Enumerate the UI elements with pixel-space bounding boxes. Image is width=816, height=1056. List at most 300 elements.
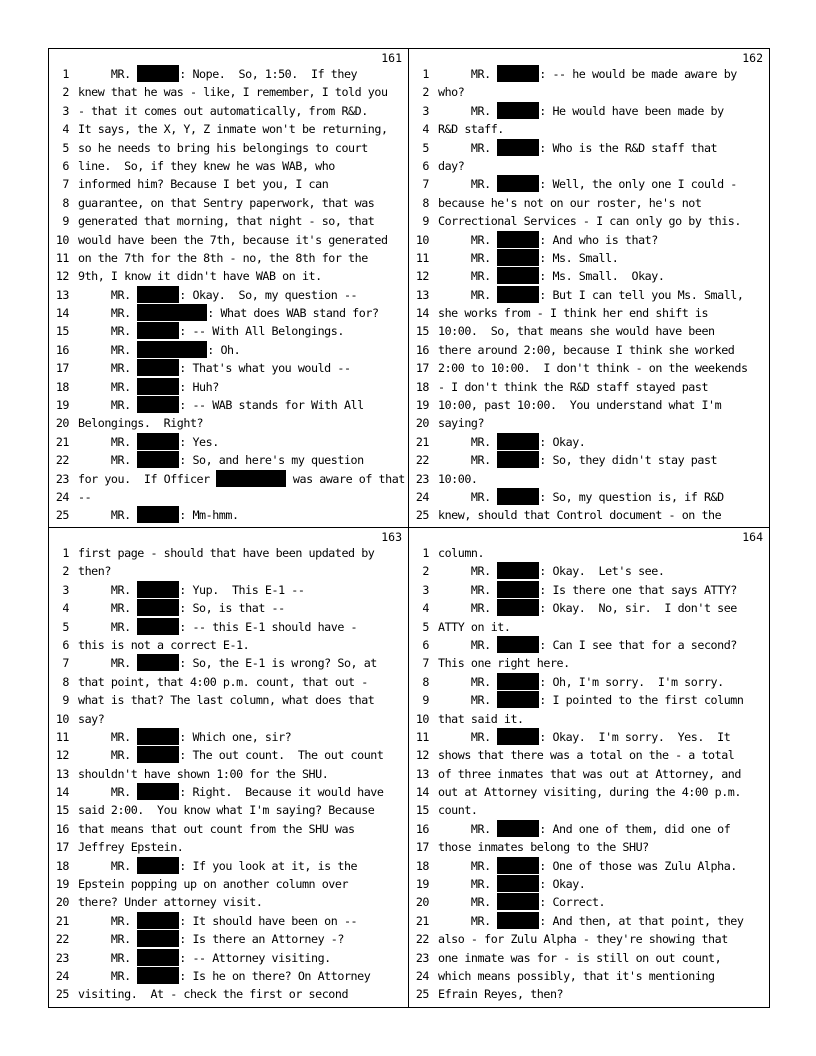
line-number: 18 (55, 858, 69, 873)
line-text: on the 7th for the 8th - no, the 8th for the (78, 250, 368, 265)
transcript-line (409, 83, 769, 101)
transcript-line (49, 544, 408, 562)
line-number: 21 (55, 434, 69, 449)
line-number: 7 (62, 177, 69, 192)
transcript-line (409, 175, 769, 193)
line-text: : So, is that -- (179, 601, 285, 616)
transcript-line (409, 673, 769, 691)
line-text: MR. (78, 379, 138, 394)
line-number: 5 (422, 140, 429, 155)
line-text: informed him? Because I bet you, I can (78, 177, 329, 192)
transcript-lines (49, 65, 408, 525)
transcript-line (49, 820, 408, 838)
line-text: of three inmates that was out at Attorney, and (438, 766, 741, 781)
redaction-box (497, 65, 539, 82)
line-text: : Who is the R&D staff that (539, 140, 718, 155)
line-number: 19 (415, 877, 429, 892)
line-number: 23 (55, 471, 69, 486)
transcript-line (409, 249, 769, 267)
line-text: Jeffrey Epstein. (78, 840, 184, 855)
redaction-box (137, 930, 179, 947)
transcript-line (49, 506, 408, 524)
redaction-box (497, 231, 539, 248)
line-number: 6 (422, 158, 429, 173)
line-number: 4 (422, 122, 429, 137)
line-text: MR. (438, 287, 498, 302)
redaction-box (497, 893, 539, 910)
line-number: 17 (55, 840, 69, 855)
redaction-box (137, 654, 179, 671)
redaction-box (137, 949, 179, 966)
redaction-box (137, 728, 179, 745)
transcript-line (409, 414, 769, 432)
redaction-box (137, 506, 179, 523)
line-text: MR. (78, 932, 138, 947)
redaction-box (137, 912, 179, 929)
transcript-line (409, 581, 769, 599)
line-text: MR. (78, 785, 138, 800)
line-text: : -- he would be made aware by (539, 67, 737, 81)
line-text: : So, the E-1 is wrong? So, at (179, 656, 377, 671)
line-number: 25 (55, 508, 69, 523)
transcript-lines (409, 544, 769, 1004)
line-number: 21 (415, 913, 429, 928)
line-text: MR. (438, 140, 498, 155)
transcript-line (49, 102, 408, 120)
line-number: 13 (55, 766, 69, 781)
line-number: 22 (415, 453, 429, 468)
line-text: knew that he was - like, I remember, I told you (78, 85, 388, 100)
line-text: : Oh, I'm sorry. I'm sorry. (539, 674, 724, 689)
line-text: 10:00, past 10:00. You understand what I'm (438, 398, 722, 413)
line-text: : -- Attorney visiting. (179, 950, 331, 965)
transcript-lines (49, 544, 408, 1004)
line-text: knew, should that Control document - on the (438, 508, 722, 523)
line-text: 9th, I know it didn't have WAB on it. (78, 269, 322, 284)
line-number: 3 (62, 582, 69, 597)
transcript-line (49, 562, 408, 580)
redaction-box (497, 562, 539, 579)
line-number: 7 (422, 177, 429, 192)
transcript-line (409, 691, 769, 709)
line-number: 7 (422, 656, 429, 671)
transcript-line (409, 893, 769, 911)
redaction-box (497, 636, 539, 653)
transcript-line (409, 949, 769, 967)
line-number: 1 (422, 546, 429, 560)
transcript-line (409, 783, 769, 801)
line-text: MR. (438, 177, 498, 192)
line-number: 5 (62, 140, 69, 155)
line-number: 8 (62, 674, 69, 689)
transcript-line (409, 451, 769, 469)
redaction-box (137, 451, 179, 468)
line-text: : Huh? (179, 379, 219, 394)
line-number: 18 (415, 858, 429, 873)
line-number: 14 (415, 306, 429, 321)
line-text: : It should have been on -- (179, 913, 358, 928)
redaction-box (137, 304, 207, 321)
transcript-line (49, 120, 408, 138)
transcript-line (49, 433, 408, 451)
transcript-line (49, 838, 408, 856)
transcript-line (409, 139, 769, 157)
transcript-line (49, 746, 408, 764)
transcript-line (49, 451, 408, 469)
transcript-line (409, 470, 769, 488)
redaction-box (497, 875, 539, 892)
transcript-line (409, 231, 769, 249)
line-number: 8 (62, 195, 69, 210)
line-text: also - for Zulu Alpha - they're showing that (438, 932, 728, 947)
line-text: : And one of them, did one of (539, 821, 731, 836)
line-text: MR. (78, 656, 138, 671)
line-number: 17 (415, 840, 429, 855)
line-text: : Yes. (179, 434, 219, 449)
transcript-line (49, 414, 408, 432)
transcript-line (409, 728, 769, 746)
transcript-line (409, 930, 769, 948)
line-text: : Is he on there? On Attorney (179, 968, 371, 983)
transcript-line (49, 618, 408, 636)
redaction-box (497, 102, 539, 119)
transcript-line (409, 506, 769, 524)
line-text: MR. (438, 913, 498, 928)
transcript-line (409, 194, 769, 212)
line-text: : One of those was Zulu Alpha. (539, 858, 737, 873)
line-text: : But I can tell you Ms. Small, (539, 287, 744, 302)
transcript-line (49, 249, 408, 267)
page-number: 161 (381, 51, 402, 65)
line-number: 7 (62, 656, 69, 671)
line-number: 8 (422, 195, 429, 210)
transcript-line (49, 83, 408, 101)
transcript-line (49, 710, 408, 728)
redaction-box (137, 783, 179, 800)
line-number: 4 (62, 601, 69, 616)
line-number: 2 (422, 85, 429, 100)
line-text: then? (78, 564, 111, 579)
transcript-line (49, 212, 408, 230)
line-text: MR. (438, 674, 498, 689)
transcript-sheet (48, 48, 770, 1008)
line-number: 23 (415, 950, 429, 965)
line-text: this is not a correct E-1. (78, 637, 250, 652)
line-text: MR. (78, 748, 138, 763)
line-text: that said it. (438, 711, 524, 726)
line-text: say? (78, 711, 105, 726)
line-text: : He would have been made by (539, 103, 724, 118)
line-text: : -- this E-1 should have - (179, 619, 358, 634)
line-text: MR. (438, 895, 498, 910)
line-text: : That's what you would -- (179, 361, 351, 376)
transcript-line (409, 359, 769, 377)
line-number: 10 (55, 232, 69, 247)
line-text: MR. (78, 601, 138, 616)
line-number: 2 (62, 564, 69, 579)
line-text: : Ms. Small. Okay. (539, 269, 665, 284)
redaction-box (137, 378, 179, 395)
transcript-line (49, 949, 408, 967)
line-text: MR. (78, 968, 138, 983)
transcript-line (49, 783, 408, 801)
line-number: 1 (62, 67, 69, 81)
page-number: 164 (742, 530, 763, 544)
line-text: who? (438, 85, 465, 100)
transcript-line (49, 139, 408, 157)
line-number: 8 (422, 674, 429, 689)
line-text: MR. (78, 508, 138, 523)
line-number: 11 (415, 729, 429, 744)
line-text: MR. (438, 67, 498, 81)
line-number: 12 (415, 269, 429, 284)
redaction-box (137, 967, 179, 984)
line-number: 17 (55, 361, 69, 376)
line-number: 9 (62, 693, 69, 708)
line-text: : So, my question is, if R&D (539, 489, 724, 504)
redaction-box (497, 286, 539, 303)
line-text: guarantee, on that Sentry paperwork, that was (78, 195, 375, 210)
transcript-line (409, 801, 769, 819)
line-number: 25 (415, 987, 429, 1002)
transcript-line (409, 765, 769, 783)
line-number: 12 (55, 748, 69, 763)
line-text: that point, that 4:00 p.m. count, that out - (78, 674, 368, 689)
line-text: shows that there was a total on the - a total (438, 748, 735, 763)
line-number: 13 (415, 287, 429, 302)
transcript-line (49, 194, 408, 212)
line-text: : Yup. This E-1 -- (179, 582, 305, 597)
transcript-line (409, 286, 769, 304)
line-number: 24 (55, 968, 69, 983)
transcript-line (49, 304, 408, 322)
line-text: MR. (438, 821, 498, 836)
line-text: MR. (438, 269, 498, 284)
redaction-box (497, 691, 539, 708)
transcript-line (409, 599, 769, 617)
redaction-box (497, 857, 539, 874)
line-text: 10:00. (438, 471, 478, 486)
line-number: 24 (415, 489, 429, 504)
line-number: 24 (55, 489, 69, 504)
line-text: there? Under attorney visit. (78, 895, 263, 910)
line-number: 1 (422, 67, 429, 81)
line-text: : Which one, sir? (179, 729, 292, 744)
line-text: Belongings. Right? (78, 416, 204, 431)
line-number: 16 (55, 342, 69, 357)
transcript-line (409, 322, 769, 340)
transcript-line (49, 65, 408, 83)
line-text: : Mm-hmm. (179, 508, 239, 523)
transcript-line (49, 691, 408, 709)
line-number: 5 (62, 619, 69, 634)
line-text: : Correct. (539, 895, 606, 910)
line-text: MR. (438, 434, 498, 449)
line-text: : I pointed to the first column (539, 693, 744, 708)
line-number: 11 (415, 250, 429, 265)
line-text: MR. (438, 729, 498, 744)
redaction-box (497, 175, 539, 192)
redaction-box (137, 65, 179, 82)
transcript-line (409, 378, 769, 396)
line-number: 9 (422, 214, 429, 229)
transcript-line (409, 267, 769, 285)
line-number: 22 (55, 932, 69, 947)
line-text: MR. (78, 950, 138, 965)
line-number: 23 (55, 950, 69, 965)
line-number: 18 (415, 379, 429, 394)
line-text: : Is there one that says ATTY? (539, 582, 737, 597)
transcript-line (409, 618, 769, 636)
transcript-line (409, 746, 769, 764)
line-text: MR. (78, 729, 138, 744)
transcript-line (409, 396, 769, 414)
line-text: out at Attorney visiting, during the 4:00 p.m. (438, 785, 741, 800)
redaction-box (497, 599, 539, 616)
line-number: 1 (62, 546, 69, 560)
transcript-line (409, 562, 769, 580)
line-text: : -- With All Belongings. (179, 324, 344, 339)
line-text: visiting. At - check the first or second (78, 987, 349, 1002)
transcript-line (49, 857, 408, 875)
line-text: one inmate was for - is still on out count, (438, 950, 722, 965)
transcript-line (49, 875, 408, 893)
line-number: 18 (55, 379, 69, 394)
line-text: MR. (78, 434, 138, 449)
transcript-line (49, 231, 408, 249)
line-text: MR. (78, 453, 138, 468)
line-text: - that it comes out automatically, from R&D. (78, 103, 368, 118)
redaction-box (497, 912, 539, 929)
line-text: Correctional Services - I can only go by this. (438, 214, 741, 229)
line-number: 20 (415, 416, 429, 431)
line-text: MR. (78, 287, 138, 302)
line-text: : And who is that? (539, 232, 658, 247)
line-number: 14 (55, 785, 69, 800)
line-text: : What does WAB stand for? (207, 306, 379, 321)
line-text: : Okay. No, sir. I don't see (539, 601, 737, 616)
redaction-box (497, 488, 539, 505)
line-text: MR. (438, 489, 498, 504)
line-text: : And then, at that point, they (539, 913, 744, 928)
line-number: 3 (422, 582, 429, 597)
page-number: 162 (742, 51, 763, 65)
line-text: MR. (438, 232, 498, 247)
line-text: MR. (438, 564, 498, 579)
transcript-line (49, 636, 408, 654)
transcript-line (409, 433, 769, 451)
transcript-line (409, 120, 769, 138)
line-text: : So, they didn't stay past (539, 453, 718, 468)
redaction-box (137, 322, 179, 339)
transcript-line (409, 985, 769, 1003)
transcript-line (409, 212, 769, 230)
transcript-line (49, 286, 408, 304)
line-text: MR. (78, 324, 138, 339)
redaction-box (137, 746, 179, 763)
line-number: 4 (62, 122, 69, 137)
line-number: 12 (55, 269, 69, 284)
line-number: 16 (415, 821, 429, 836)
redaction-box (137, 581, 179, 598)
redaction-box (137, 396, 179, 413)
line-text: : Is there an Attorney -? (179, 932, 344, 947)
page-164 (409, 528, 769, 1007)
line-number: 12 (415, 748, 429, 763)
transcript-line (409, 544, 769, 562)
transcript-line (409, 710, 769, 728)
line-number: 6 (62, 158, 69, 173)
transcript-line (49, 175, 408, 193)
line-text: line. So, if they knew he was WAB, who (78, 158, 335, 173)
line-number: 15 (55, 324, 69, 339)
transcript-line (409, 654, 769, 672)
redaction-box (497, 728, 539, 745)
transcript-line (409, 820, 769, 838)
line-text: : Nope. So, 1:50. If they (179, 67, 358, 81)
line-number: 19 (55, 398, 69, 413)
line-text: : Okay. I'm sorry. Yes. It (539, 729, 731, 744)
transcript-line (49, 893, 408, 911)
line-number: 14 (55, 306, 69, 321)
line-text: she works from - I think her end shift is (438, 306, 709, 321)
line-text: which means possibly, that it's mentioning (438, 968, 715, 983)
line-number: 15 (415, 324, 429, 339)
line-text: for you. If Officer (78, 471, 217, 486)
line-text: MR. (438, 858, 498, 873)
transcript-line (49, 912, 408, 930)
redaction-box (497, 581, 539, 598)
line-text: MR. (438, 250, 498, 265)
line-text: : Right. Because it would have (179, 785, 384, 800)
transcript-line (49, 673, 408, 691)
line-text: MR. (438, 877, 498, 892)
line-text: column. (438, 546, 485, 560)
line-number: 2 (62, 85, 69, 100)
line-number: 15 (55, 803, 69, 818)
redaction-box (137, 286, 179, 303)
line-text: there around 2:00, because I think she worked (438, 342, 735, 357)
line-text: ATTY on it. (438, 619, 511, 634)
line-text: MR. (78, 67, 138, 81)
line-text: -- (78, 489, 92, 504)
line-text: because he's not on our roster, he's not (438, 195, 702, 210)
redaction-box (497, 673, 539, 690)
transcript-line (49, 728, 408, 746)
redaction-box (137, 857, 179, 874)
line-text: first page - should that have been updated by (78, 546, 375, 560)
line-text: This one right here. (438, 656, 570, 671)
redaction-box (497, 451, 539, 468)
line-text: : Okay. Let's see. (539, 564, 665, 579)
transcript-line (409, 912, 769, 930)
line-text: count. (438, 803, 478, 818)
line-number: 10 (415, 711, 429, 726)
line-number: 11 (55, 250, 69, 265)
line-text: said 2:00. You know what I'm saying? Because (78, 803, 375, 818)
transcript-line (409, 157, 769, 175)
line-text: : So, and here's my question (179, 453, 364, 468)
redaction-box (137, 599, 179, 616)
line-text: so he needs to bring his belongings to court (78, 140, 368, 155)
line-text: shouldn't have shown 1:00 for the SHU. (78, 766, 329, 781)
line-text: was aware of that (286, 471, 405, 486)
line-number: 11 (55, 729, 69, 744)
line-number: 20 (415, 895, 429, 910)
transcript-line (49, 967, 408, 985)
line-number: 19 (415, 398, 429, 413)
page-163 (49, 528, 409, 1007)
